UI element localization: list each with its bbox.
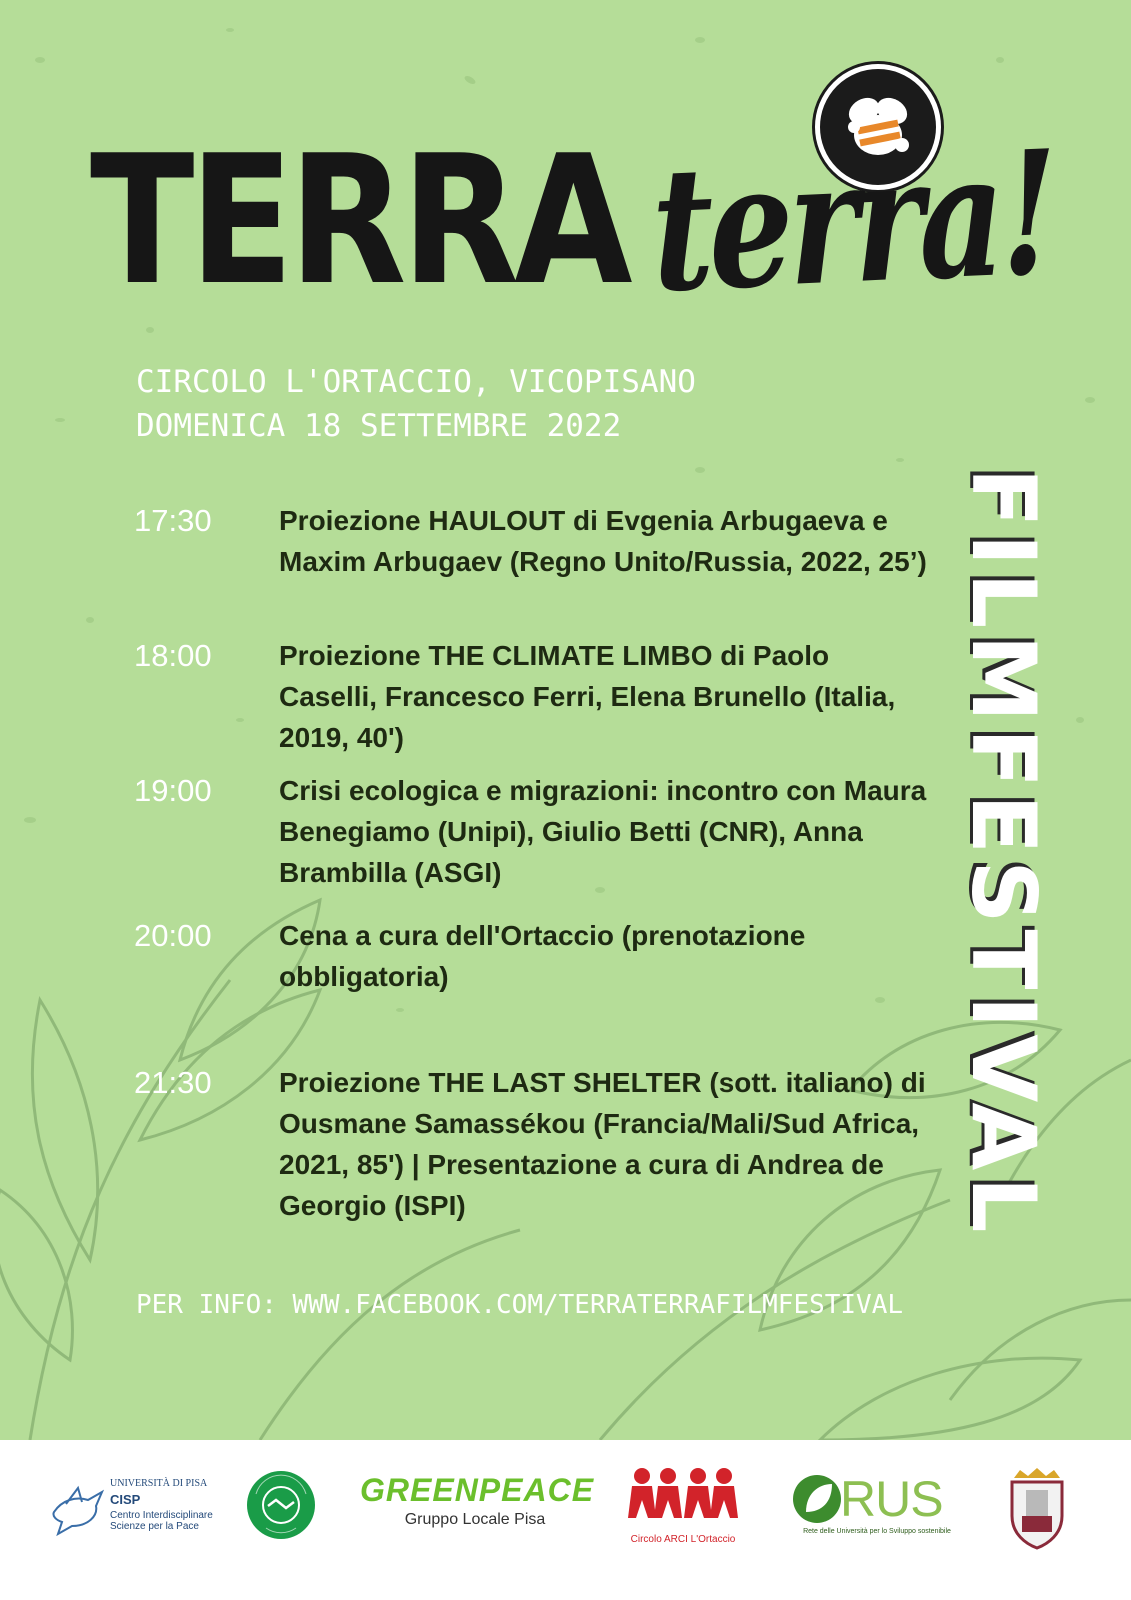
greenpeace-group: Gruppo Locale Pisa (404, 1511, 546, 1528)
schedule-description: Proiezione THE CLIMATE LIMBO di Paolo Caselli, Francesco Ferri, Elena Brunello (Italia, 2019, 40') (279, 640, 896, 753)
greenpeace-logo (360, 1472, 595, 1542)
leaf-icon (792, 1472, 842, 1526)
sponsor-footer (0, 1440, 1131, 1600)
schedule-description: Proiezione HAULOUT di Evgenia Arbugaeva e Maxim Arbugaev (Regno Unito/Russia, 2022, 25’) (279, 505, 927, 577)
vertical-label-wrap (952, 348, 1055, 1358)
cisp-subtitle: Centro Interdisciplinare Scienze per la Pace (110, 1510, 213, 1532)
arci-ortaccio-logo (628, 1466, 738, 1546)
schedule-time: 17:30 (134, 503, 212, 538)
rus-logo (792, 1470, 962, 1550)
rus-wordmark: RUS (840, 1471, 943, 1527)
schedule-time: 21:30 (134, 1065, 212, 1100)
greenpeace-name: GREENPEACE (360, 1472, 595, 1508)
title-part-one: TERRA (90, 117, 628, 324)
schedule-description: Proiezione THE LAST SHELTER (sott. italiano) di Ousmane Samassékou (Francia/Mali/Sud Africa, 2021, 85') | Presentazione a cura di Andrea de Georgio (ISPI) (279, 1067, 926, 1221)
unipi-label: UNIVERSITÀ DI PISA (110, 1478, 208, 1489)
arci-people-icon (628, 1466, 738, 1530)
dove-icon (48, 1482, 108, 1538)
schedule-description: Cena a cura dell'Ortaccio (prenotazione obbligatoria) (279, 920, 806, 992)
handshake-icon (246, 1470, 316, 1540)
schedule-description: Crisi ecologica e migrazioni: incontro con Maura Benegiamo (Unipi), Giulio Betti (CNR), Anna Brambilla (ASGI) (279, 775, 927, 888)
schedule-time: 18:00 (134, 638, 212, 673)
arci-caption: Circolo ARCI L'Ortaccio (630, 1534, 736, 1545)
schedule-time: 19:00 (134, 773, 212, 808)
venue-location: CIRCOLO L'ORTACCIO, VICOPISANO (136, 364, 696, 400)
cisp-label: CISP (110, 1492, 141, 1507)
info-link[interactable]: PER INFO: WWW.FACEBOOK.COM/TERRATERRAFILMFESTIVAL (136, 1290, 904, 1320)
rus-caption: Rete delle Università per lo Sviluppo sostenibile (803, 1528, 951, 1535)
crest-icon (1004, 1464, 1070, 1552)
municipal-crest (1004, 1464, 1070, 1552)
parents-for-future-logo (246, 1470, 316, 1540)
schedule-time: 20:00 (134, 918, 212, 953)
venue-date: DOMENICA 18 SETTEMBRE 2022 (136, 408, 622, 444)
unipi-cisp-logo (48, 1476, 238, 1546)
vertical-festival-label: FILMFESTIVAL (952, 467, 1055, 1239)
title-part-two: terra! (649, 113, 1057, 331)
